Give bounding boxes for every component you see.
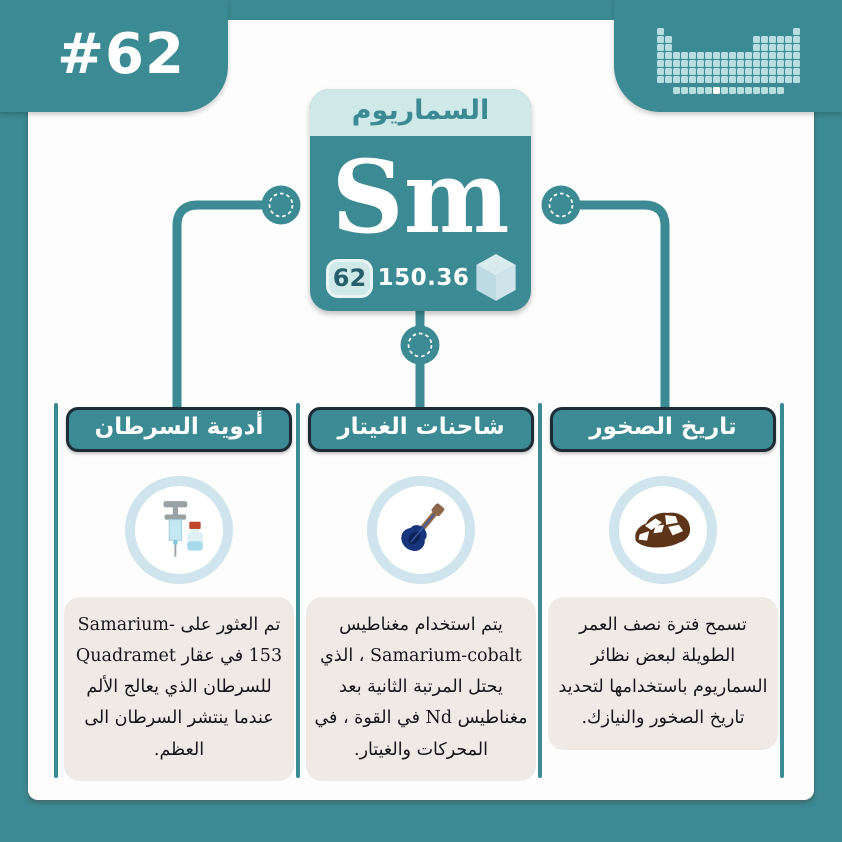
icon-ring bbox=[367, 476, 475, 584]
element-meta-row bbox=[326, 257, 518, 299]
column-body-text: يتم استخدام مغناطيس Samarium-cobalt ، الذي يحتل المرتبة الثانية بعد مغناطيس Nd في القوة ، في المحركات والغيتار. bbox=[306, 597, 536, 781]
periodic-table-icon bbox=[657, 28, 800, 95]
icon-ring bbox=[125, 476, 233, 584]
atomic-number-badge: 62 bbox=[326, 259, 373, 298]
atomic-mass: 150.36 bbox=[377, 265, 470, 291]
column-title: شاحنات الغيتار bbox=[308, 407, 534, 452]
rock-icon bbox=[629, 496, 697, 564]
element-symbol: Sm bbox=[331, 138, 510, 256]
column-rock-dating bbox=[542, 403, 784, 750]
icon-ring bbox=[609, 476, 717, 584]
element-name-arabic: السماريوم bbox=[310, 89, 531, 136]
electric-guitar-icon bbox=[388, 497, 454, 563]
column-guitar-pickups bbox=[300, 403, 542, 781]
column-title: تاريخ الصخور bbox=[550, 407, 776, 452]
column-cancer-medicines bbox=[58, 403, 300, 781]
syringe-vial-icon bbox=[146, 497, 212, 563]
column-title: أدوية السرطان bbox=[66, 407, 292, 452]
corner-number-block bbox=[0, 0, 228, 112]
element-card bbox=[310, 89, 531, 311]
element-number-tag: #62 bbox=[57, 22, 185, 87]
column-body-text: تسمح فترة نصف العمر الطويلة لبعض نظائر السماريوم باستخدامها لتحديد تاريخ الصخور والنيازك. bbox=[548, 597, 778, 750]
cube-icon bbox=[474, 254, 518, 302]
corner-table-block bbox=[614, 0, 842, 112]
column-body-text: تم العثور على Samarium-153 في عقار Quadramet للسرطان الذي يعالج الألم عندما ينتشر السرطان الى العظم. bbox=[64, 597, 294, 781]
